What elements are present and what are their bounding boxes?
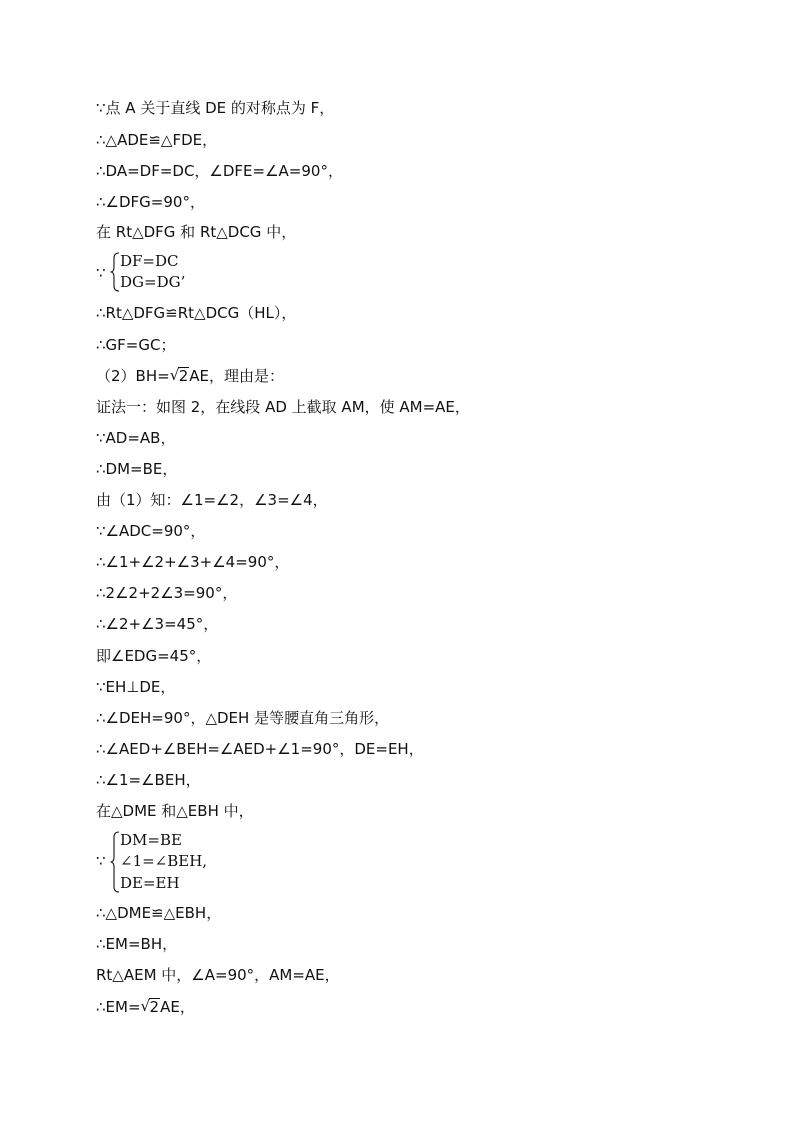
text-line: ∴∠1+∠2+∠3+∠4=90°， (96, 553, 290, 571)
text-line: ∵∠ADC=90°， (96, 522, 206, 540)
text-line: ∴2∠2+2∠3=90°， (96, 584, 238, 602)
text-line: ∵点 A 关于直线 DE 的对称点为 F， (96, 99, 335, 117)
part-2-prefix: （2）BH= (96, 367, 170, 385)
text-line: Rt△AEM 中，∠A=90°，AM=AE， (96, 966, 340, 984)
because-symbol: ∵ (96, 264, 106, 282)
because-symbol: ∵ (96, 852, 106, 870)
radicand: 2 (149, 998, 160, 1016)
text-line: ∵EH⊥DE， (96, 678, 176, 696)
conclusion-suffix: AE， (160, 998, 195, 1016)
equation-row: DF=DC (120, 252, 179, 270)
text-line: ∴GF=GC； (96, 336, 176, 354)
part-2-suffix: AE，理由是： (189, 367, 284, 385)
equation-system (96, 252, 216, 292)
text-line: 即∠EDG=45°， (96, 647, 212, 665)
radical-sign-icon: √ (169, 366, 180, 384)
text-line: ∴∠2+∠3=45°， (96, 615, 219, 633)
text-line: ∴△ADE≌△FDE， (96, 131, 218, 149)
left-brace-icon (110, 252, 120, 292)
equation-row: DM=BE (120, 831, 182, 849)
text-line: ∴△DME≌△EBH， (96, 904, 222, 922)
text-line: ∴EM=BH， (96, 935, 178, 953)
text-line: ∴Rt△DFG≌Rt△DCG（HL）， (96, 304, 297, 322)
text-line: ∵AD=AB， (96, 429, 176, 447)
sqrt-expression (170, 366, 190, 386)
text-line: ∴DA=DF=DC，∠DFE=∠A=90°， (96, 162, 343, 180)
equation-row: ∠1=∠BEH, (120, 852, 208, 870)
text-line: ∴∠DEH=90°，△DEH 是等腰直角三角形， (96, 709, 390, 727)
text-line: ∴∠DFG=90°， (96, 193, 205, 211)
conclusion-prefix: ∴EM= (96, 998, 141, 1016)
equation-row: DE=EH (120, 874, 180, 892)
part-2-heading (96, 366, 284, 386)
equation-row: DG=DG’ (120, 273, 186, 291)
conclusion-line (96, 997, 195, 1017)
text-line: 在△DME 和△EBH 中， (96, 802, 254, 820)
sqrt-expression (141, 997, 161, 1017)
equation-system (96, 831, 246, 893)
radicand: 2 (178, 367, 189, 385)
text-line: ∴∠AED+∠BEH=∠AED+∠1=90°，DE=EH， (96, 740, 424, 758)
left-brace-icon (110, 831, 120, 893)
text-line: ∴DM=BE， (96, 460, 178, 478)
radical-sign-icon: √ (140, 997, 151, 1015)
text-line: 证法一：如图 2，在线段 AD 上截取 AM，使 AM=AE， (96, 398, 470, 416)
text-line: 由（1）知：∠1=∠2，∠3=∠4， (96, 491, 328, 509)
text-line: ∴∠1=∠BEH， (96, 771, 201, 789)
text-line: 在 Rt△DFG 和 Rt△DCG 中， (96, 223, 297, 241)
